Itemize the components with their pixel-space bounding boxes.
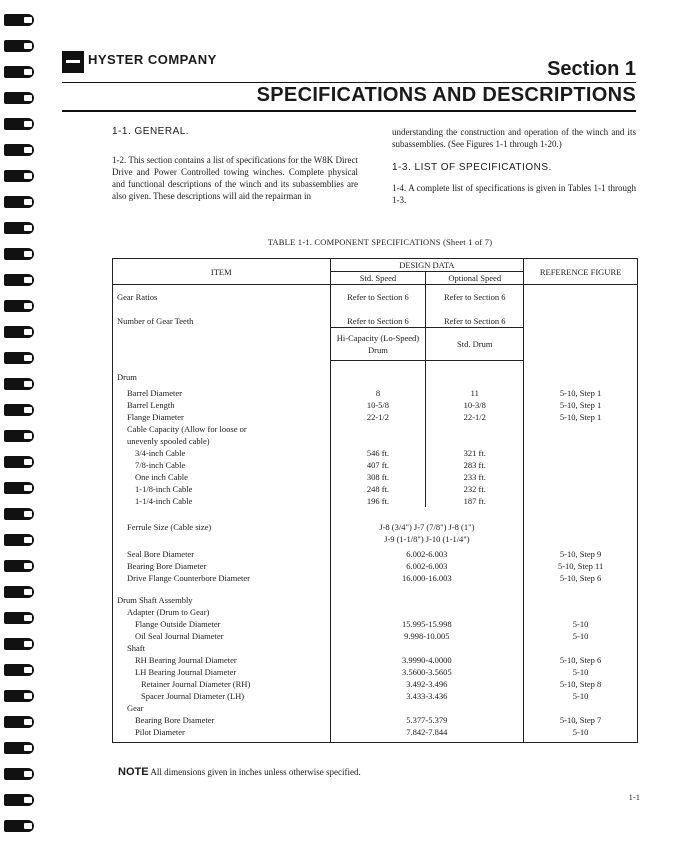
table-row (113, 726, 638, 743)
table-cell: 283 ft. (426, 459, 524, 471)
table-cell: Retainer Journal Diameter (RH) (113, 678, 331, 690)
table-row (113, 560, 638, 572)
table-cell: Adapter (Drum to Gear) (113, 606, 331, 618)
table-row (113, 483, 638, 495)
col-header-design: DESIGN DATA (330, 259, 524, 272)
table-caption: TABLE 1-1. COMPONENT SPECIFICATIONS (Sheet 1 of 7) (267, 237, 493, 247)
note-text: All dimensions given in inches unless otherwise specified. (150, 767, 361, 777)
table-row (113, 435, 638, 447)
table-cell: RH Bearing Journal Diameter (113, 654, 331, 666)
table-cell: Oil Seal Journal Diameter (113, 630, 331, 642)
table-cell: 248 ft. (330, 483, 426, 495)
col-header-ref: REFERENCE FIGURE (524, 259, 638, 285)
table-cell (426, 361, 524, 383)
footnote (118, 766, 361, 778)
table-cell (524, 303, 638, 328)
table-row (113, 678, 638, 690)
spiral-binding (0, 0, 40, 855)
table-cell (426, 435, 524, 447)
list-spec-heading: 1-3. LIST OF SPECIFICATIONS. (392, 162, 552, 173)
table-cell (524, 606, 638, 618)
table-cell: Drum Shaft Assembly (113, 584, 331, 606)
table-cell: 9.998-10.005 (330, 630, 524, 642)
table-cell (524, 584, 638, 606)
section-label: Section 1 (547, 58, 636, 80)
table-cell: Barrel Length (113, 399, 331, 411)
table-cell: Refer to Section 6 (330, 285, 426, 304)
table-cell (426, 423, 524, 435)
table-cell: 407 ft. (330, 459, 426, 471)
table-cell (330, 642, 524, 654)
ferrule-values: J-8 (3/4") J-7 (7/8") J-8 (1") J-9 (1-1/8") J-10 (1-1/4") (330, 507, 524, 545)
table-cell: 3.9990-4.0000 (330, 654, 524, 666)
table-row (113, 411, 638, 423)
table-row (113, 545, 638, 560)
table-row (113, 285, 638, 304)
table-cell: 22-1/2 (426, 411, 524, 423)
table-row (113, 383, 638, 399)
table-cell: 546 ft. (330, 447, 426, 459)
table-row (113, 423, 638, 435)
table-cell: 22-1/2 (330, 411, 426, 423)
table-cell: Flange Diameter (113, 411, 331, 423)
table-cell (330, 435, 426, 447)
table-cell (524, 361, 638, 383)
table-row (113, 361, 638, 383)
table-cell: 3/4-inch Cable (113, 447, 331, 459)
table-row (113, 666, 638, 678)
table-cell: LH Bearing Journal Diameter (113, 666, 331, 678)
table-row (113, 399, 638, 411)
table-cell: 11 (426, 383, 524, 399)
table-cell (524, 471, 638, 483)
table-cell: 15.995-15.998 (330, 618, 524, 630)
table-cell: 5-10, Step 1 (524, 399, 638, 411)
table-cell: 1-1/4-inch Cable (113, 495, 331, 507)
table-cell (330, 423, 426, 435)
table-cell: Ferrule Size (Cable size) (113, 507, 331, 545)
table-cell: Pilot Diameter (113, 726, 331, 743)
table-cell: Flange Outside Diameter (113, 618, 331, 630)
table-cell: Gear Ratios (113, 285, 331, 304)
table-cell: Refer to Section 6 (330, 303, 426, 328)
table-row (113, 606, 638, 618)
table-cell: unevenly spooled cable) (113, 435, 331, 447)
spec-table (112, 258, 638, 743)
table-cell (524, 285, 638, 304)
table-cell: 6.002-6.003 (330, 545, 524, 560)
table-row (113, 618, 638, 630)
col-header-opt: Optional Speed (426, 272, 524, 285)
table-cell: 7.842-7.844 (330, 726, 524, 743)
table-row (113, 471, 638, 483)
table-cell: 196 ft. (330, 495, 426, 507)
table-cell: Drive Flange Counterbore Diameter (113, 572, 331, 584)
table-cell (330, 361, 426, 383)
table-cell: 7/8-inch Cable (113, 459, 331, 471)
table-cell: Bearing Bore Diameter (113, 714, 331, 726)
table-cell: 321 ft. (426, 447, 524, 459)
left-column (112, 126, 358, 208)
table-cell: 5-10 (524, 690, 638, 702)
hyster-logo (62, 51, 84, 73)
table-cell: 5-10, Step 1 (524, 383, 638, 399)
table-row (113, 303, 638, 328)
table-row (113, 630, 638, 642)
table-cell (524, 447, 638, 459)
table-cell: 10-5/8 (330, 399, 426, 411)
general-heading: 1-1. GENERAL. (112, 126, 190, 137)
table-row (113, 702, 638, 714)
right-column (392, 126, 636, 212)
table-cell: One inch Cable (113, 471, 331, 483)
table-row (113, 690, 638, 702)
table-row (113, 447, 638, 459)
page-number: 1-1 (628, 792, 640, 802)
table-cell (524, 495, 638, 507)
table-cell (524, 483, 638, 495)
table-cell: 8 (330, 383, 426, 399)
table-cell (524, 702, 638, 714)
table-cell: Number of Gear Teeth (113, 303, 331, 328)
page-title: SPECIFICATIONS AND DESCRIPTIONS (256, 84, 636, 106)
table-row (113, 642, 638, 654)
table-cell: Seal Bore Diameter (113, 545, 331, 560)
table-cell: 5-10, Step 6 (524, 572, 638, 584)
table-cell (524, 435, 638, 447)
table-cell: 5-10, Step 1 (524, 411, 638, 423)
title-rule (62, 110, 636, 112)
table-cell: 5-10, Step 8 (524, 678, 638, 690)
table-cell: 5.377-5.379 (330, 714, 524, 726)
table-cell: 187 ft. (426, 495, 524, 507)
table-row (113, 328, 638, 361)
note-label: NOTE (118, 766, 149, 778)
table-row (113, 654, 638, 666)
table-cell (524, 459, 638, 471)
table-row (113, 714, 638, 726)
table-cell: 3.5600-3.5605 (330, 666, 524, 678)
table-cell: Drum (113, 361, 331, 383)
company-name: HYSTER COMPANY (88, 52, 217, 67)
table-cell: 5-10 (524, 618, 638, 630)
table-row (113, 507, 638, 545)
table-cell: Refer to Section 6 (426, 303, 524, 328)
table-row (113, 495, 638, 507)
table-cell (524, 507, 638, 545)
table-cell: 10-3/8 (426, 399, 524, 411)
table-cell: 3.433-3.436 (330, 690, 524, 702)
table-cell (330, 702, 524, 714)
table-cell: 5-10, Step 7 (524, 714, 638, 726)
table-cell (330, 584, 524, 606)
continued-paragraph: understanding the construction and operation of the winch and its subassemblies. (See Figures 1-1 through 1-20.) (392, 127, 636, 149)
table-cell (330, 606, 524, 618)
list-spec-paragraph: 1-4. A complete list of specifications is given in Tables 1-1 through 1-3. (392, 183, 636, 205)
table-cell: 16.000-16.003 (330, 572, 524, 584)
table-cell (524, 328, 638, 361)
table-cell: 233 ft. (426, 471, 524, 483)
table-cell: 308 ft. (330, 471, 426, 483)
table-cell: 232 ft. (426, 483, 524, 495)
table-cell: 5-10 (524, 726, 638, 743)
table-cell: 6.002-6.003 (330, 560, 524, 572)
table-cell (524, 642, 638, 654)
col-header-item: ITEM (113, 259, 331, 285)
table-cell: 5-10 (524, 630, 638, 642)
table-cell: 5-10, Step 6 (524, 654, 638, 666)
table-cell (524, 423, 638, 435)
table-cell: 5-10, Step 11 (524, 560, 638, 572)
table-cell: 3.492-3.496 (330, 678, 524, 690)
table-cell: Refer to Section 6 (426, 285, 524, 304)
table-cell: 1-1/8-inch Cable (113, 483, 331, 495)
table-cell: Hi-Capacity (Lo-Speed) Drum (330, 328, 426, 361)
table-cell: Std. Drum (426, 328, 524, 361)
table-cell: Spacer Journal Diameter (LH) (113, 690, 331, 702)
table-cell: Barrel Diameter (113, 383, 331, 399)
general-paragraph: 1-2. This section contains a list of specifications for the W8K Direct Drive and Power Controlled towing winches. Complete physical and functional descriptions of the winch and its subassemblies are also given. These descriptions will aid the repairman in (112, 155, 358, 201)
table-row (113, 584, 638, 606)
col-header-std: Std. Speed (330, 272, 426, 285)
table-cell: Cable Capacity (Allow for loose or (113, 423, 331, 435)
table-cell: 5-10, Step 9 (524, 545, 638, 560)
table-cell (113, 328, 331, 361)
table-cell: Shaft (113, 642, 331, 654)
header-rule (62, 82, 636, 83)
table-cell: Gear (113, 702, 331, 714)
table-cell: 5-10 (524, 666, 638, 678)
table-cell: Bearing Bore Diameter (113, 560, 331, 572)
table-row (113, 459, 638, 471)
table-row (113, 572, 638, 584)
